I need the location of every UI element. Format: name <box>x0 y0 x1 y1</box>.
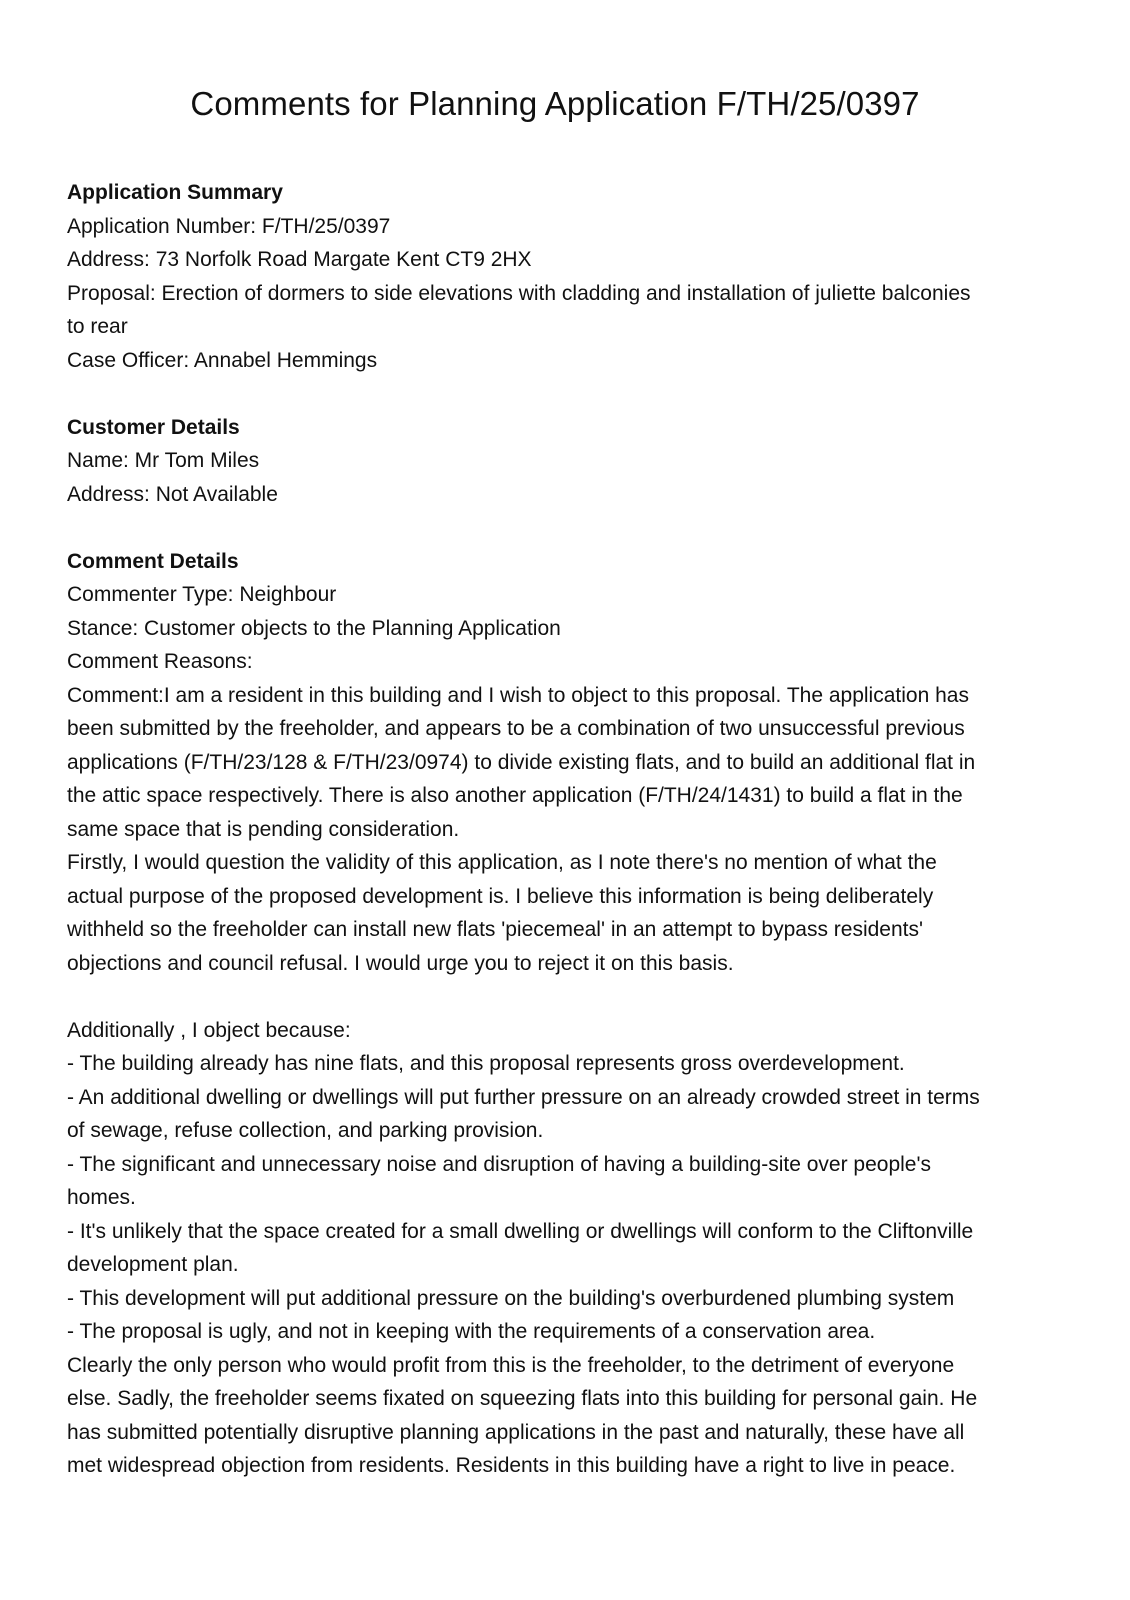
application-number: Application Number: F/TH/25/0397 <box>67 214 391 238</box>
document-body <box>67 176 1057 1483</box>
comment-details-heading: Comment Details <box>67 549 239 573</box>
comment-line: - The significant and unnecessary noise and disruption of having a building-site over people's <box>67 1152 931 1176</box>
comment-reasons: Comment Reasons: <box>67 650 253 673</box>
customer-details-heading: Customer Details <box>67 415 240 439</box>
comment-line: - This development will put additional pressure on the building's overburdened plumbing system <box>67 1286 955 1310</box>
comment-line: else. Sadly, the freeholder seems fixated on squeezing flats into this building for personal gain. He <box>67 1387 978 1410</box>
application-summary-section <box>67 176 1057 377</box>
customer-details-section <box>67 411 1057 512</box>
proposal-line-1: Proposal: Erection of dormers to side elevations with cladding and installation of juliette balconies <box>67 281 971 305</box>
comment-line: same space that is pending consideration. <box>67 817 460 841</box>
commenter-type: Commenter Type: Neighbour <box>67 583 337 606</box>
comment-line: - The proposal is ugly, and not in keeping with the requirements of a conservation area. <box>67 1320 876 1343</box>
comment-line: homes. <box>67 1186 136 1209</box>
comment-line: of sewage, refuse collection, and parking provision. <box>67 1119 544 1142</box>
comment-line: - It's unlikely that the space created for a small dwelling or dwellings will conform to the Cliftonville <box>67 1219 974 1243</box>
case-officer: Case Officer: Annabel Hemmings <box>67 348 378 372</box>
comment-line: has submitted potentially disruptive planning applications in the past and naturally, these have all <box>67 1420 965 1444</box>
comment-line: Comment:I am a resident in this building and I wish to object to this proposal. The application has <box>67 683 969 707</box>
comment-line: Firstly, I would question the validity of this application, as I note there's no mention of what the <box>67 851 937 874</box>
customer-name: Name: Mr Tom Miles <box>67 449 260 472</box>
stance: Stance: Customer objects to the Planning Application <box>67 616 561 640</box>
comment-line: met widespread objection from residents. Residents in this building have a right to live in peace. <box>67 1454 956 1477</box>
comment-line: - An additional dwelling or dwellings will put further pressure on an already crowded street in terms <box>67 1085 980 1109</box>
comment-line: - The building already has nine flats, and this proposal represents gross overdevelopment. <box>67 1052 905 1075</box>
comment-line: objections and council refusal. I would urge you to reject it on this basis. <box>67 951 734 975</box>
comment-line: applications (F/TH/23/128 & F/TH/23/0974) to divide existing flats, and to build an additional flat in <box>67 750 976 774</box>
comment-text <box>67 679 1057 1483</box>
customer-address: Address: Not Available <box>67 482 278 506</box>
application-address: Address: 73 Norfolk Road Margate Kent CT9 2HX <box>67 248 532 271</box>
page-title: Comments for Planning Application F/TH/25/0397 <box>190 85 920 122</box>
comment-line: Additionally , I object because: <box>67 1018 351 1042</box>
comment-line: withheld so the freeholder can install new flats 'piecemeal' in an attempt to bypass residents' <box>67 918 923 941</box>
comment-line: Clearly the only person who would profit from this is the freeholder, to the detriment of everyone <box>67 1353 955 1377</box>
application-summary-heading: Application Summary <box>67 181 283 204</box>
section-spacer <box>67 377 1057 411</box>
comment-line: the attic space respectively. There is also another application (F/TH/24/1431) to build a flat in the <box>67 784 963 807</box>
comment-line: been submitted by the freeholder, and appears to be a combination of two unsuccessful previous <box>67 717 965 740</box>
comment-line: actual purpose of the proposed development is. I believe this information is being deliberately <box>67 884 934 908</box>
comment-details-section <box>67 545 1057 1483</box>
proposal-line-2: to rear <box>67 315 128 338</box>
section-spacer <box>67 511 1057 545</box>
comment-line: development plan. <box>67 1253 239 1276</box>
paragraph-spacer <box>67 980 1057 1014</box>
